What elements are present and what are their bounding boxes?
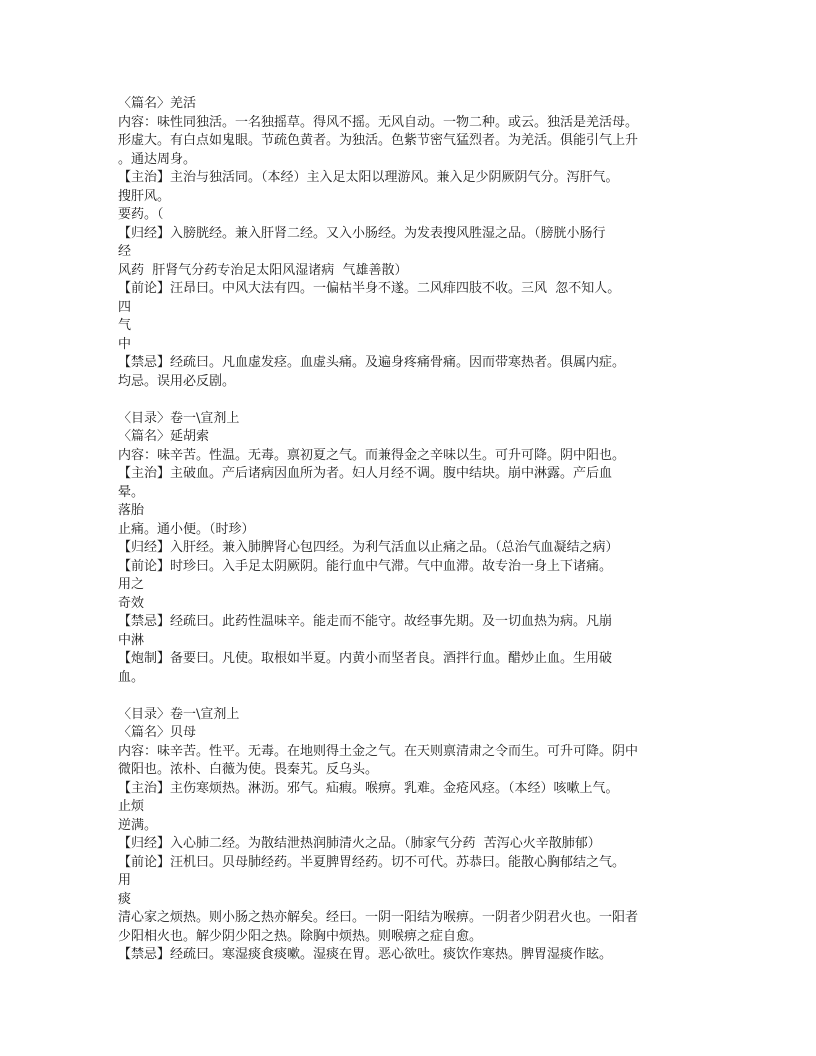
text-line: 【归经】入膀胱经。兼入肝肾二经。又入小肠经。为发表搜风胜湿之品。（膀胱小肠行 — [118, 225, 606, 241]
text-line: 内容：味性同独活。一名独摇草。得风不摇。无风自动。一物二种。或云。独活是羌活母。 — [118, 114, 639, 130]
text-line: 搜肝风。 — [118, 188, 171, 204]
text-line: 痰 — [118, 891, 132, 907]
text-line: 要药。（ — [118, 207, 164, 222]
document-page — [118, 95, 708, 965]
text-line: 【前论】时珍曰。入手足太阴厥阴。能行血中气滞。气中血滞。故专治一身上下诸痛。 — [118, 558, 613, 574]
text-line: 【主治】主破血。产后诸病因血所为者。妇人月经不调。腹中结块。崩中淋露。产后血 — [118, 466, 613, 481]
text-line: 〈篇名〉延胡索 — [118, 429, 210, 444]
text-line: 【前论】汪机曰。贝母肺经药。半夏脾胃经药。切不可代。苏恭曰。能散心胸郁结之气。 — [118, 854, 626, 870]
blank-line — [118, 687, 708, 706]
text-line: 〈目录〉卷一\宣剂上 — [118, 410, 240, 426]
text-line: 【主治】主治与独活同。（本经）主入足太阳以理游风。兼入足少阴厥阴气分。泻肝气。 — [118, 170, 619, 185]
text-line: 气 — [118, 318, 132, 333]
text-line: 经 — [118, 244, 132, 259]
text-line: 中 — [118, 336, 132, 352]
text-line: 【禁忌】经疏曰。此药性温味辛。能走而不能守。故经事先期。及一切血热为病。凡崩 — [118, 614, 613, 629]
text-line: 形虚大。有白点如鬼眼。节疏色黄者。为独活。色紫节密气猛烈者。为羌活。俱能引气上升 — [118, 133, 639, 148]
text-line: 【炮制】备要曰。凡使。取根如半夏。内黄小而坚者良。酒拌行血。醋炒止血。生用破 — [118, 651, 613, 666]
text-line: 清心家之烦热。则小肠之热亦解矣。经曰。一阴一阳结为喉痹。一阴者少阴君火也。一阳者 — [118, 910, 639, 925]
text-line: 〈目录〉卷一\宣剂上 — [118, 706, 240, 722]
text-line: 【前论】汪昂曰。中风大法有四。一偏枯半身不遂。二风痱四肢不收。三风 忽不知人。 — [118, 281, 621, 296]
text-line: 〈篇名〉羌活 — [118, 96, 197, 111]
text-line: 止痛。通小便。（时珍） — [118, 521, 255, 537]
blank-line — [118, 391, 708, 410]
text-line: 少阳相火也。解少阴少阳之热。除胸中烦热。则喉痹之症自愈。 — [118, 928, 483, 944]
text-line: 微阳也。浓朴、白薇为使。畏秦艽。反乌头。 — [118, 762, 379, 777]
text-line: 用之 — [118, 577, 145, 592]
text-line: 四 — [118, 299, 132, 315]
text-line: 用 — [118, 873, 132, 888]
text-line: 落胎 — [118, 503, 145, 518]
text-line: 【归经】入肝经。兼入肺脾肾心包四经。为利气活血以止痛之品。（总治气血凝结之病） — [118, 540, 619, 555]
text-line: 止烦 — [118, 799, 145, 814]
text-line: 【禁忌】经疏曰。寒湿痰食痰嗽。湿痰在胃。恶心欲吐。痰饮作寒热。脾胃湿痰作眩。 — [118, 947, 613, 962]
text-line: 【主治】主伤寒烦热。淋沥。邪气。疝瘕。喉痹。乳难。金疮风痉。（本经）咳嗽上气。 — [118, 780, 619, 796]
text-line: 内容：味辛苦。性平。无毒。在地则得土金之气。在天则禀清肃之令而生。可升可降。阴中 — [118, 743, 639, 759]
text-line: 内容：味辛苦。性温。无毒。禀初夏之气。而兼得金之辛味以生。可升可降。阴中阳也。 — [118, 447, 626, 463]
text-line: 逆满。 — [118, 817, 158, 833]
text-line: 风药 肝肾气分药专治足太阳风湿诸病 气雄善散） — [118, 262, 408, 278]
text-line: 【禁忌】经疏曰。凡血虚发痉。血虚头痛。及遍身疼痛骨痛。因而带寒热者。俱属内症。 — [118, 355, 626, 370]
text-line: 〈篇名〉贝母 — [118, 725, 197, 740]
text-line: 【归经】入心肺二经。为散结泄热润肺清火之品。（肺家气分药 苦泻心火辛散肺郁） — [118, 836, 601, 851]
text-line: 。通达周身。 — [118, 151, 197, 167]
text-line: 血。 — [118, 669, 145, 685]
text-line: 奇效 — [118, 595, 145, 611]
text-line: 中淋 — [118, 632, 145, 648]
text-line: 均忌。误用必反剧。 — [118, 373, 236, 389]
text-line: 晕。 — [118, 484, 145, 500]
